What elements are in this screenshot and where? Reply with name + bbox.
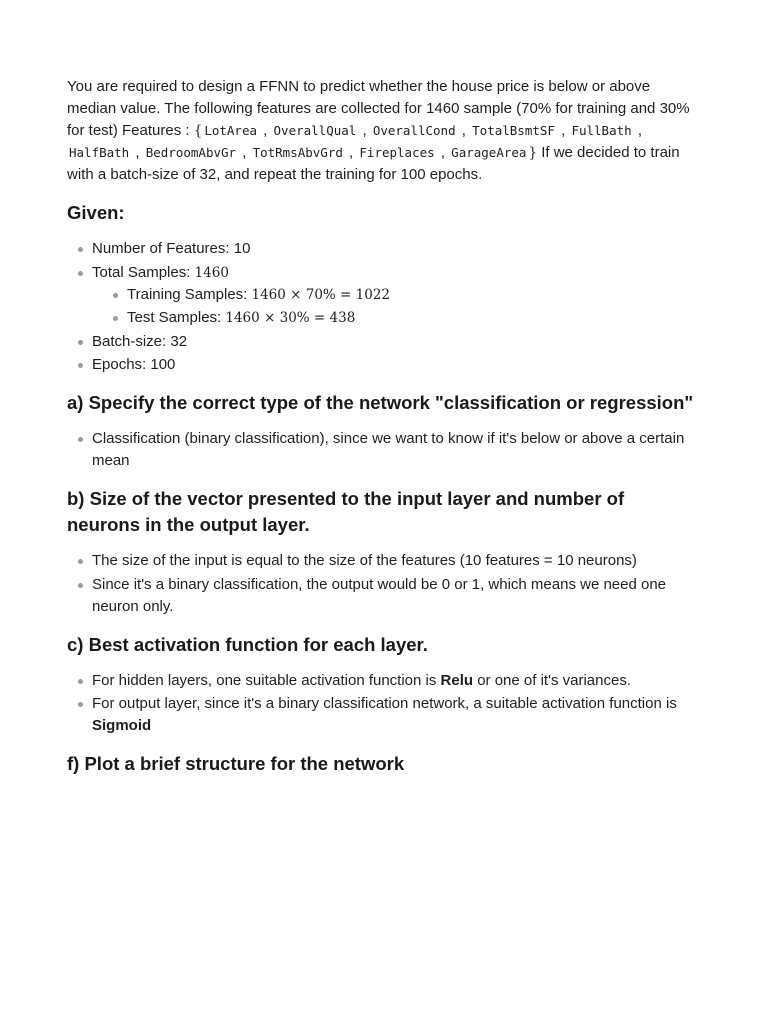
feature-token: Fireplaces — [359, 145, 435, 160]
item-text: or one of it's variances. — [473, 671, 631, 689]
item-text: For output layer, since it's a binary classification network, a suitable activation function is — [92, 695, 677, 712]
relu-term: Relu — [440, 671, 474, 689]
section-c-list — [67, 670, 701, 738]
feature-token: HalfBath — [69, 145, 130, 160]
feature-token: GarageArea — [451, 145, 527, 160]
feature-separator: , — [436, 144, 450, 161]
feature-token: OverallQual — [273, 123, 357, 138]
list-item: Batch-size: 32 — [92, 331, 701, 353]
item-text: For hidden layers, one suitable activation function is — [92, 671, 441, 689]
samples-sublist — [92, 284, 701, 330]
feature-token: OverallCond — [372, 123, 456, 138]
section-f-heading: f) Plot a brief structure for the network — [67, 753, 405, 774]
feature-token: LotArea — [204, 123, 257, 138]
sigmoid-term: Sigmoid — [92, 717, 152, 734]
list-item: Number of Features: 10 — [92, 238, 701, 260]
training-samples-label: Training Samples: — [127, 285, 252, 303]
list-item: Classification (binary classification), since we want to know if it's below or above a certain mean — [92, 428, 701, 472]
total-samples-label: Total Samples: — [92, 263, 195, 281]
brace-open: { — [193, 123, 203, 139]
training-samples-value: 1460 × 70% = 1022 — [251, 286, 391, 303]
list-item — [92, 693, 701, 737]
test-samples-value: 1460 × 30% = 438 — [225, 310, 356, 326]
total-samples-value: 1460 — [194, 264, 229, 281]
feature-separator: , — [556, 122, 570, 139]
list-item — [92, 262, 701, 330]
list-item — [127, 284, 701, 306]
given-list — [67, 238, 701, 376]
intro-text-1: You are required to design a FFNN to predict whether the house price is below or above median value. The following features are collected for 1460 sample (70% for training and 30% for test) Features : — [67, 78, 690, 139]
intro-paragraph — [67, 76, 701, 186]
feature-separator: , — [344, 144, 358, 161]
feature-token: TotRmsAbvGrd — [252, 145, 343, 160]
feature-token: FullBath — [571, 123, 632, 138]
section-c-heading: c) Best activation function for each layer. — [67, 633, 428, 655]
given-heading: Given: — [67, 202, 125, 223]
feature-token: BedroomAbvGr — [145, 145, 237, 160]
section-a-heading: a) Specify the correct type of the network "classification or regression" — [67, 392, 694, 413]
list-item: Since it's a binary classification, the output would be 0 or 1, which means we need one neuron only. — [92, 574, 701, 618]
feature-separator: , — [238, 144, 251, 161]
feature-separator: , — [131, 144, 144, 161]
section-b-list — [67, 550, 701, 618]
test-samples-label: Test Samples: — [127, 309, 226, 326]
list-item: Epochs: 100 — [92, 354, 701, 376]
section-a-list — [67, 428, 701, 472]
feature-separator: , — [457, 122, 471, 139]
feature-token: TotalBsmtSF — [472, 123, 555, 138]
list-item: The size of the input is equal to the size of the features (10 features = 10 neurons) — [92, 550, 701, 572]
feature-separator: , — [358, 122, 371, 139]
feature-separator: , — [633, 122, 643, 139]
brace-close: } — [528, 145, 538, 161]
list-item — [127, 307, 701, 329]
section-b-heading: b) Size of the vector presented to the input layer and number of neurons in the output layer. — [67, 488, 625, 535]
intro-text-2: If we decided to train with a batch-size of 32, and repeat the training for 100 epochs. — [67, 144, 680, 183]
feature-separator: , — [259, 122, 272, 139]
list-item — [92, 670, 701, 692]
